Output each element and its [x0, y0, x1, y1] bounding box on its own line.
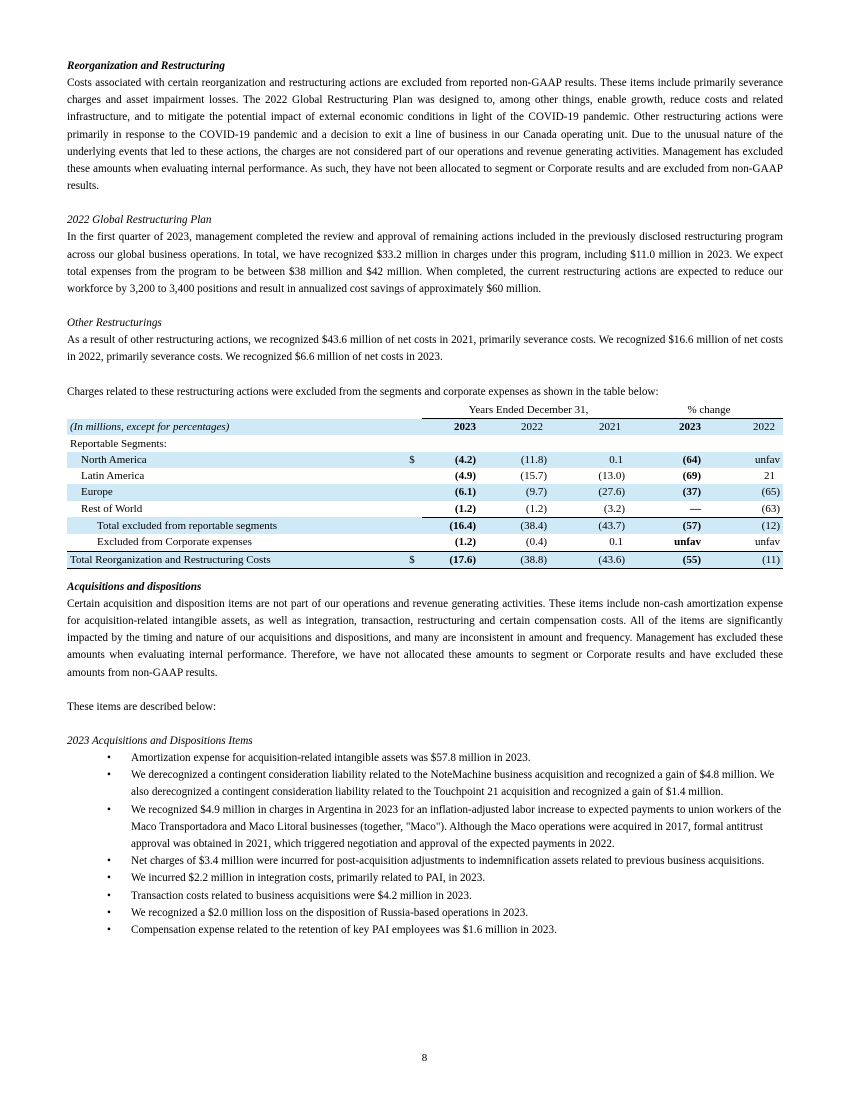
value-2021: (43.6): [557, 551, 635, 568]
value-2023: (4.9): [454, 470, 476, 483]
bullet-icon: •: [107, 803, 111, 816]
change-2022: (63): [761, 502, 780, 515]
table-row: [67, 484, 783, 500]
table-row: [67, 517, 783, 534]
value-2022: (0.4): [525, 536, 547, 549]
list-item: • Net charges of $3.4 million were incurred for post-acquisition adjustments to indemnification assets related to previous business acquisitions.: [67, 853, 783, 870]
col-header-2023: 2023: [422, 419, 479, 436]
row-label: Europe: [67, 484, 402, 500]
global-plan-paragraph: In the first quarter of 2023, management completed the review and approval of remaining actions included in the previously disclosed restructuring program across our global business operations. In total, we have recognized $33.2 million in charges under this program, including $11.0 million in 2023. We expect total expenses from the program to be between $38 million and $42 million. When completed, the current restructuring actions are expected to reduce our workforce by 3,200 to 3,400 positions and result in annualized cost savings of approximately $60 million.: [67, 231, 783, 296]
bullet-icon: •: [107, 889, 111, 902]
value-2022: (11.8): [479, 452, 557, 468]
section-heading-global-plan: 2022 Global Restructuring Plan: [67, 214, 212, 227]
restructuring-table: [67, 402, 783, 569]
table-column-header-row: [67, 419, 783, 436]
value-2022: (38.4): [479, 517, 557, 534]
change-2022: (65): [711, 484, 783, 500]
list-item: • We derecognized a contingent consideration liability related to the NoteMachine business acquisition and recognized a gain of $4.8 million. We also derecognized a contingent consideration liability related to the Touchpoint 21 acquisition and recognized a gain of $1.4 million.: [107, 769, 775, 799]
bullet-icon: •: [107, 855, 111, 868]
bullet-icon: •: [107, 924, 111, 937]
value-2021: (27.6): [557, 484, 635, 500]
col-header-change-2023: 2023: [635, 419, 711, 436]
value-2021: (13.0): [598, 470, 625, 483]
col-header-change-2022: 2022: [711, 419, 783, 436]
change-2023: (37): [635, 484, 711, 500]
row-label: Latin America: [81, 470, 145, 483]
section-heading-2023-items: 2023 Acquisitions and Dispositions Items: [67, 735, 253, 748]
change-2023: (69): [682, 470, 701, 483]
list-item: • We recognized a $2.0 million loss on the disposition of Russia-based operations in 2023.: [67, 905, 783, 922]
acquisitions-paragraph: Certain acquisition and disposition items are not part of our operations and revenue generating activities. These items include non-cash amortization expense for acquisition-related intangible assets, as well as integration, transaction, restructuring and certain compensation costs. All of the items are significantly impacted by the timing and nature of our acquisitions and dispositions, and many are inconsistent in amount and frequency. Management has excluded these amounts when evaluating internal performance. Therefore, we have not allocated these amounts to segment or Corporate results and have excluded these amounts from non-GAAP results.: [67, 597, 783, 679]
value-2022: (1.2): [525, 502, 547, 515]
section-heading-acquisitions: Acquisitions and dispositions: [67, 580, 202, 593]
change-2023: —: [690, 502, 701, 515]
bullet-icon: •: [107, 769, 111, 782]
change-2023: (57): [635, 517, 711, 534]
table-section-row: [67, 435, 783, 451]
value-2022: (15.7): [520, 470, 547, 483]
col-header-2022: 2022: [479, 419, 557, 436]
row-label: Total excluded from reportable segments: [67, 517, 402, 534]
value-2023: (1.2): [454, 502, 476, 515]
value-2023: (17.6): [422, 551, 479, 568]
value-2022: (38.8): [479, 551, 557, 568]
row-label: Rest of World: [81, 503, 143, 516]
acquisition-items-list: [67, 750, 783, 939]
change-2022: unfav: [754, 536, 780, 549]
change-2023: unfav: [674, 536, 701, 549]
change-2022: (12): [711, 517, 783, 534]
document-page: [67, 58, 783, 939]
described-below-text: These items are described below:: [67, 700, 217, 713]
change-2022: unfav: [711, 452, 783, 468]
section-heading-other-restructurings: Other Restructurings: [67, 317, 162, 330]
row-label: Excluded from Corporate expenses: [97, 536, 252, 549]
value-2023: (16.4): [422, 517, 479, 534]
list-item: • We incurred $2.2 million in integration costs, primarily related to PAI, in 2023.: [67, 870, 783, 887]
pct-change-header: % change: [635, 402, 783, 419]
currency-symbol: $: [402, 551, 422, 568]
change-2022: 21: [764, 470, 775, 483]
value-2023: (4.2): [422, 452, 479, 468]
col-header-2021: 2021: [557, 419, 635, 436]
bullet-icon: •: [107, 872, 111, 885]
bullet-icon: •: [107, 906, 111, 919]
value-2022: (9.7): [479, 484, 557, 500]
table-intro: Charges related to these restructuring actions were excluded from the segments and corporate expenses as shown in the table below:: [67, 385, 659, 398]
value-2021: (3.2): [603, 502, 625, 515]
row-label: Total Reorganization and Restructuring Costs: [67, 551, 402, 568]
table-row: [67, 534, 783, 551]
table-row: [67, 452, 783, 468]
value-2021: 0.1: [557, 452, 635, 468]
list-item: • We recognized $4.9 million in charges in Argentina in 2023 for an inflation-adjusted labor increase to expected payments to union workers of the Maco Transportadora and Maco Litoral businesses (together, "Maco"). Although the Maco operations were acquired in 2017, formal antitrust approval was obtained in 2021, which triggered negotiation and approval of the expected payments in 2022.: [107, 803, 782, 851]
list-item: • Compensation expense related to the retention of key PAI employees was $1.6 million in 2023.: [67, 922, 783, 939]
row-label: North America: [67, 452, 402, 468]
value-2021: 0.1: [609, 536, 623, 549]
table-row: [67, 501, 783, 518]
change-2022: (11): [711, 551, 783, 568]
other-restructurings-paragraph: As a result of other restructuring actions, we recognized $43.6 million of net costs in 2021, primarily severance costs. We recognized $16.6 million of net costs in 2022, primarily severance costs. We recognized $6.6 million of net costs in 2023.: [67, 334, 783, 364]
value-2023: (6.1): [422, 484, 479, 500]
value-2021: (43.7): [557, 517, 635, 534]
change-2023: (55): [635, 551, 711, 568]
page-number: 8: [421, 1052, 428, 1064]
table-group-header-row: [67, 402, 783, 419]
bullet-icon: •: [107, 752, 111, 765]
list-item: • Transaction costs related to business acquisitions were $4.2 million in 2023.: [67, 888, 783, 905]
list-item: • Amortization expense for acquisition-related intangible assets was $57.8 million in 2023.: [67, 750, 783, 767]
table-row-total: [67, 551, 783, 568]
years-ended-header: Years Ended December 31,: [422, 402, 635, 419]
table-row: [67, 468, 783, 484]
change-2023: (64): [635, 452, 711, 468]
section-heading-reorganization: Reorganization and Restructuring: [67, 60, 225, 72]
reorganization-paragraph: Costs associated with certain reorganization and restructuring actions are excluded from reported non-GAAP results. These items include primarily severance charges and asset impairment losses. The 2022 Global Restructuring Plan was designed to, among other things, enable growth, reduce costs and related infrastructure, and to mitigate the potential impact of external economic conditions in light of the COVID-19 pandemic. Other restructuring actions were primarily in response to the COVID-19 pandemic and a decision to exit a line of business in our Canada operating unit. Due to the unusual nature of the underlying events that led to these actions, the charges are not considered part of our operations and revenue generating activities. Management has excluded these amounts when evaluating internal performance. As such, they have not been allocated to segment or Corporate results and are excluded from non-GAAP results.: [67, 77, 783, 193]
currency-symbol: $: [402, 452, 422, 468]
reportable-segments-label: Reportable Segments:: [70, 437, 167, 450]
value-2023: (1.2): [454, 536, 476, 549]
units-label: (In millions, except for percentages): [67, 419, 402, 436]
